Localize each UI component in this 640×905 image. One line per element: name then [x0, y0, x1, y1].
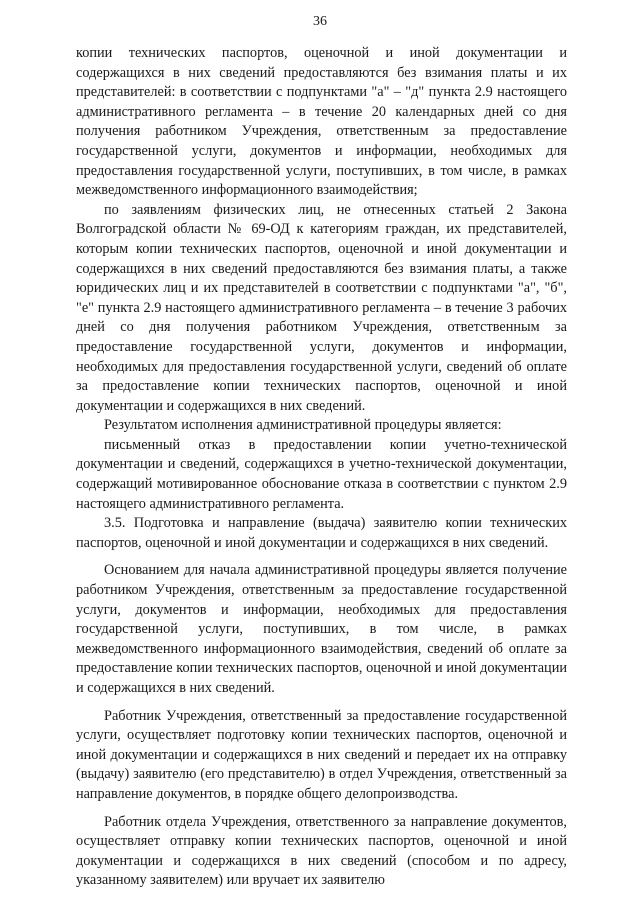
paragraph-result-intro: Результатом исполнения административной процедуры является: [104, 417, 502, 434]
paragraph-employee-preparation: Работник Учреждения, ответственный за предоставление государственной услуги, осуществляет подготовку копии технических паспортов, оценочной и иной документации и содержащихся в них сведений и передает их на отправку (выдачу) заявителю (его представителю) в отдел Учреждения, ответственный за направление документов, в порядке общего делопроизводства. [76, 707, 567, 802]
paragraph-deadline-20-days: копии технических паспортов, оценочной и иной документации и содержащихся в них сведений предоставляются без взимания платы и их представителей: в соответствии с подпунктами "а" – "д" пункта 2.9 настоящего административного регламента – в течение 20 календарных дней со дня получения работником Учреждения, ответственным за предоставление государственной услуги, документов и информации, необходимых для предоставления государственной услуги, поступивших, в том числе, в рамках межведомственного информационного взаимодействия; [76, 45, 567, 199]
document-body [76, 44, 567, 891]
page-number: 36 [313, 14, 327, 29]
paragraph-refusal: письменный отказ в предоставлении копии учетно-технической документации и сведений, содержащихся в учетно-технической документации, содержащий мотивированное обоснование отказа в соответствии с пунктом 2.9 настоящего административного регламента. [76, 436, 567, 512]
paragraph-procedure-basis: Основанием для начала административной процедуры является получение работником Учреждения, ответственным за предоставление государственной услуги, документов и информации, необходимых для предоставления государственной услуги, поступивших, в том числе, в рамках межведомственного информационного взаимодействия, сведений об оплате за предоставление копии технических паспортов, оценочной и иной документации и содержащихся в них сведений. [76, 562, 567, 696]
section-heading-3-5: 3.5. Подготовка и направление (выдача) заявителю копии технических паспортов, оценочной и иной документации и содержащихся в них сведений. [76, 515, 567, 551]
paragraph-deadline-3-days: по заявлениям физических лиц, не отнесенных статьей 2 Закона Волгоградской области № 69-ОД к категориям граждан, их представителей, которым копии технических паспортов, оценочной и иной документации и содержащихся в них сведений предоставляются без взимания платы, а также юридических лиц и их представителей в соответствии с подпунктами "а", "б", "е" пункта 2.9 настоящего административного регламента – в течение 3 рабочих дней со дня получения работником Учреждения, ответственным за предоставление государственной услуги, документов и информации, необходимых для предоставления государственной услуги, сведений об оплате за предоставление копии технических паспортов, оценочной и иной документации и содержащихся в них сведений. [76, 201, 567, 414]
paragraph-department-dispatch: Работник отдела Учреждения, ответственного за направление документов, осуществляет отправку копии технических паспортов, оценочной и иной документации и содержащихся в них сведений (способом и по адресу, указанному заявителем) или вручает их заявителю [76, 813, 567, 889]
